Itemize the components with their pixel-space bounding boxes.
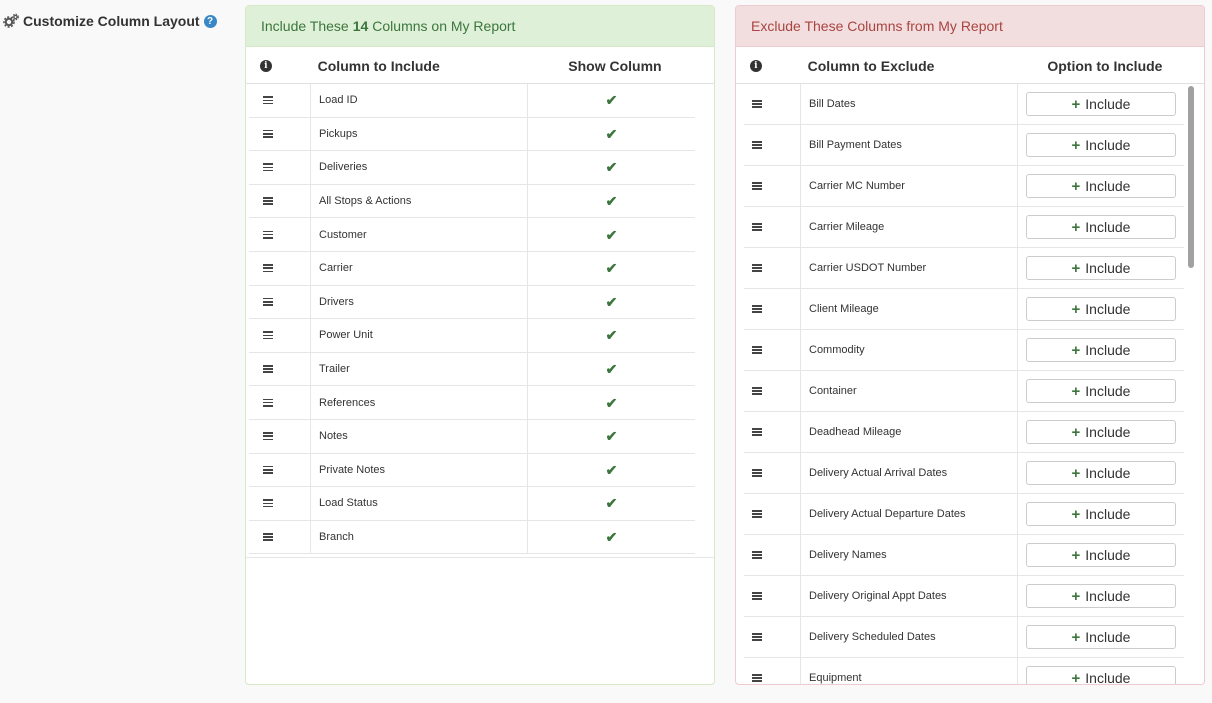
include-button[interactable] xyxy=(1026,133,1176,157)
include-column-name: Notes xyxy=(311,420,528,453)
exclude-column-name: Client Mileage xyxy=(801,289,1018,329)
drag-handle-icon[interactable] xyxy=(752,387,762,395)
include-button-label: Include xyxy=(1085,506,1131,522)
drag-handle-icon[interactable] xyxy=(752,100,762,108)
drag-handle-icon[interactable] xyxy=(752,428,762,436)
exclude-table-row[interactable] xyxy=(744,494,1184,535)
include-button-label: Include xyxy=(1085,342,1131,358)
exclude-table-body xyxy=(736,84,1204,685)
exclude-column-name: Commodity xyxy=(801,330,1018,370)
exclude-column-name: Carrier MC Number xyxy=(801,166,1018,206)
include-table-row[interactable] xyxy=(249,420,695,454)
drag-handle-icon[interactable] xyxy=(752,551,762,559)
include-button-label: Include xyxy=(1085,588,1131,604)
include-table-row[interactable] xyxy=(249,118,695,152)
include-button-label: Include xyxy=(1085,383,1131,399)
plus-icon: + xyxy=(1071,300,1081,318)
exclude-table-row[interactable] xyxy=(744,125,1184,166)
exclude-table-row[interactable] xyxy=(744,330,1184,371)
plus-icon: + xyxy=(1071,136,1081,154)
include-button-label: Include xyxy=(1085,547,1131,563)
checkmark-icon[interactable]: ✔ xyxy=(605,361,618,378)
include-button[interactable] xyxy=(1026,625,1176,649)
include-button[interactable] xyxy=(1026,666,1176,685)
checkmark-icon[interactable]: ✔ xyxy=(605,529,618,546)
exclude-column-name: Delivery Actual Departure Dates xyxy=(801,494,1018,534)
plus-icon: + xyxy=(1071,259,1081,277)
include-table-header xyxy=(246,48,714,84)
drag-handle-icon[interactable] xyxy=(263,499,273,507)
exclude-panel xyxy=(735,5,1205,685)
include-table-row[interactable] xyxy=(249,185,695,219)
include-table-row[interactable] xyxy=(249,521,695,555)
exclude-table-row[interactable] xyxy=(744,617,1184,658)
plus-icon: + xyxy=(1071,341,1081,359)
include-button[interactable] xyxy=(1026,502,1176,526)
include-column-name: Load Status xyxy=(311,487,528,520)
drag-handle-icon[interactable] xyxy=(263,466,273,474)
exclude-table-row[interactable] xyxy=(744,371,1184,412)
exclude-column-name: Delivery Actual Arrival Dates xyxy=(801,453,1018,493)
drag-handle-icon[interactable] xyxy=(752,346,762,354)
include-button[interactable] xyxy=(1026,379,1176,403)
include-button-label: Include xyxy=(1085,629,1131,645)
exclude-table xyxy=(736,48,1204,685)
include-column-name: Deliveries xyxy=(311,151,528,184)
plus-icon: + xyxy=(1071,587,1081,605)
page-label xyxy=(3,13,217,29)
include-panel xyxy=(245,5,715,685)
include-button[interactable] xyxy=(1026,338,1176,362)
checkmark-icon[interactable]: ✔ xyxy=(605,428,618,445)
include-button[interactable] xyxy=(1026,92,1176,116)
include-column-name: Drivers xyxy=(311,286,528,319)
include-button-label: Include xyxy=(1085,137,1131,153)
drag-handle-icon[interactable] xyxy=(263,298,273,306)
include-column-name: Branch xyxy=(311,521,528,554)
include-title-suffix: Columns on My Report xyxy=(372,18,516,34)
drag-handle-icon[interactable] xyxy=(752,674,762,682)
exclude-table-row[interactable] xyxy=(744,453,1184,494)
column-to-exclude-header: Column to Exclude xyxy=(807,57,935,74)
exclude-column-name: Carrier USDOT Number xyxy=(801,248,1018,288)
drag-handle-icon[interactable] xyxy=(752,592,762,600)
exclude-table-row[interactable] xyxy=(744,207,1184,248)
plus-icon: + xyxy=(1071,218,1081,236)
include-column-name: Carrier xyxy=(311,252,528,285)
include-button-label: Include xyxy=(1085,260,1131,276)
exclude-column-name: Container xyxy=(801,371,1018,411)
include-table-row[interactable] xyxy=(249,151,695,185)
exclude-panel-heading xyxy=(736,6,1204,47)
include-button[interactable] xyxy=(1026,215,1176,239)
include-button-label: Include xyxy=(1085,465,1131,481)
exclude-column-name: Bill Dates xyxy=(801,84,1018,124)
drag-handle-icon[interactable] xyxy=(263,264,273,272)
drag-handle-icon[interactable] xyxy=(263,130,273,138)
drag-handle-icon[interactable] xyxy=(263,432,273,440)
checkmark-icon[interactable]: ✔ xyxy=(605,125,618,142)
include-table-row[interactable] xyxy=(249,386,695,420)
drag-handle-icon[interactable] xyxy=(752,633,762,641)
drag-handle-icon[interactable] xyxy=(752,469,762,477)
include-button-label: Include xyxy=(1085,178,1131,194)
checkmark-icon[interactable]: ✔ xyxy=(605,461,618,478)
exclude-title: Exclude These Columns from My Report xyxy=(751,18,1003,34)
info-icon[interactable]: i xyxy=(750,60,762,72)
checkmark-icon[interactable]: ✔ xyxy=(605,293,618,310)
drag-handle-icon[interactable] xyxy=(263,533,273,541)
plus-icon: + xyxy=(1071,628,1081,646)
help-icon[interactable]: ? xyxy=(204,15,217,28)
plus-icon: + xyxy=(1071,505,1081,523)
drag-handle-icon[interactable] xyxy=(263,163,273,171)
drag-handle-icon[interactable] xyxy=(752,223,762,231)
include-panel-heading xyxy=(246,6,714,47)
drag-handle-icon[interactable] xyxy=(263,331,273,339)
include-button[interactable] xyxy=(1026,297,1176,321)
plus-icon: + xyxy=(1071,546,1081,564)
checkmark-icon[interactable]: ✔ xyxy=(605,327,618,344)
show-column-header: Show Column xyxy=(568,57,662,74)
drag-handle-icon[interactable] xyxy=(752,264,762,272)
exclude-table-row[interactable] xyxy=(744,166,1184,207)
include-column-name: Private Notes xyxy=(311,454,528,487)
drag-handle-icon[interactable] xyxy=(752,141,762,149)
exclude-table-row[interactable] xyxy=(744,576,1184,617)
include-column-name: Power Unit xyxy=(311,319,528,352)
plus-icon: + xyxy=(1071,177,1081,195)
exclude-table-row[interactable] xyxy=(744,658,1184,685)
exclude-table-row[interactable] xyxy=(744,412,1184,453)
drag-handle-icon[interactable] xyxy=(752,510,762,518)
exclude-column-name: Delivery Scheduled Dates xyxy=(801,617,1018,657)
checkmark-icon[interactable]: ✔ xyxy=(605,92,618,109)
include-button[interactable] xyxy=(1026,461,1176,485)
drag-handle-icon[interactable] xyxy=(752,305,762,313)
page-label-text: Customize Column Layout xyxy=(23,13,200,29)
checkmark-icon[interactable]: ✔ xyxy=(605,193,618,210)
checkmark-icon[interactable]: ✔ xyxy=(605,226,618,243)
exclude-scrollbar[interactable] xyxy=(1188,86,1194,268)
include-column-name: Customer xyxy=(311,218,528,251)
info-icon[interactable]: i xyxy=(260,60,272,72)
include-title-prefix: Include These xyxy=(261,18,349,34)
include-button-label: Include xyxy=(1085,670,1131,685)
include-button[interactable] xyxy=(1026,256,1176,280)
exclude-column-name: Delivery Original Appt Dates xyxy=(801,576,1018,616)
include-table-row[interactable] xyxy=(249,487,695,521)
checkmark-icon[interactable]: ✔ xyxy=(605,260,618,277)
drag-handle-icon[interactable] xyxy=(263,197,273,205)
exclude-table-row[interactable] xyxy=(744,248,1184,289)
exclude-column-name: Bill Payment Dates xyxy=(801,125,1018,165)
option-to-include-header: Option to Include xyxy=(1047,57,1163,74)
include-table-body xyxy=(246,84,714,554)
plus-icon: + xyxy=(1071,95,1081,113)
include-button-label: Include xyxy=(1085,424,1131,440)
drag-handle-icon[interactable] xyxy=(263,96,273,104)
exclude-column-name: Carrier Mileage xyxy=(801,207,1018,247)
include-button[interactable] xyxy=(1026,543,1176,567)
exclude-table-row[interactable] xyxy=(744,289,1184,330)
checkmark-icon[interactable]: ✔ xyxy=(605,159,618,176)
include-column-name: Pickups xyxy=(311,118,528,151)
column-to-include-header: Column to Include xyxy=(317,57,440,74)
drag-handle-icon[interactable] xyxy=(752,182,762,190)
include-button[interactable] xyxy=(1026,420,1176,444)
include-table xyxy=(246,48,714,558)
drag-handle-icon[interactable] xyxy=(263,399,273,407)
exclude-table-row[interactable] xyxy=(744,535,1184,576)
checkmark-icon[interactable]: ✔ xyxy=(605,394,618,411)
exclude-column-name: Equipment xyxy=(801,658,1018,685)
include-table-row[interactable] xyxy=(249,84,695,118)
exclude-table-header xyxy=(736,48,1204,84)
gears-icon xyxy=(3,13,19,29)
include-count: 14 xyxy=(352,18,369,34)
include-table-row[interactable] xyxy=(249,218,695,252)
include-button-label: Include xyxy=(1085,96,1131,112)
include-table-row[interactable] xyxy=(249,252,695,286)
checkmark-icon[interactable]: ✔ xyxy=(605,495,618,512)
drag-handle-icon[interactable] xyxy=(263,365,273,373)
include-table-row[interactable] xyxy=(249,353,695,387)
include-column-name: Load ID xyxy=(311,84,528,117)
exclude-column-name: Deadhead Mileage xyxy=(801,412,1018,452)
include-button-label: Include xyxy=(1085,301,1131,317)
plus-icon: + xyxy=(1071,382,1081,400)
plus-icon: + xyxy=(1071,464,1081,482)
plus-icon: + xyxy=(1071,669,1081,685)
include-button[interactable] xyxy=(1026,174,1176,198)
include-column-name: All Stops & Actions xyxy=(311,185,528,218)
exclude-table-row[interactable] xyxy=(744,84,1184,125)
exclude-column-name: Delivery Names xyxy=(801,535,1018,575)
include-column-name: References xyxy=(311,386,528,419)
include-table-row[interactable] xyxy=(249,454,695,488)
plus-icon: + xyxy=(1071,423,1081,441)
include-button[interactable] xyxy=(1026,584,1176,608)
include-table-row[interactable] xyxy=(249,319,695,353)
include-table-row[interactable] xyxy=(249,286,695,320)
drag-handle-icon[interactable] xyxy=(263,231,273,239)
include-button-label: Include xyxy=(1085,219,1131,235)
include-column-name: Trailer xyxy=(311,353,528,386)
